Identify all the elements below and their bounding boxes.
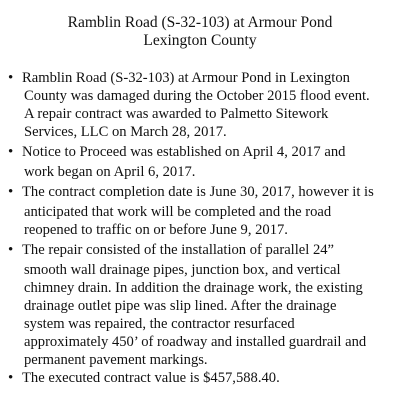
bullet-marker: • <box>8 242 14 258</box>
bullet-line: Services, LLC on March 28, 2017. <box>24 124 227 140</box>
bullet-line: work began on April 6, 2017. <box>24 164 196 180</box>
bullet-line: approximately 450’ of roadway and installed guardrail and <box>24 334 367 350</box>
bullet-line: anticipated that work will be completed and the road <box>24 204 332 220</box>
bullet-marker: • <box>8 184 14 200</box>
document-title: Ramblin Road (S-32-103) at Armour Pond <box>67 14 333 31</box>
bullet-marker: • <box>8 70 14 86</box>
bullet-marker: • <box>8 144 14 160</box>
bullet-line: reopened to traffic on or before June 9, 2017. <box>24 222 288 238</box>
document-subtitle: Lexington County <box>143 32 257 49</box>
bullet-line: chimney drain. In addition the drainage work, the existing <box>24 280 363 296</box>
bullet-line: smooth wall drainage pipes, junction box, and vertical <box>24 262 341 278</box>
bullet-line: The repair consisted of the installation of parallel 24” <box>22 242 335 258</box>
bullet-line: Ramblin Road (S-32-103) at Armour Pond in Lexington <box>22 70 350 86</box>
bullet-line: drainage outlet pipe was slip lined. After the drainage <box>24 298 337 314</box>
bullet-line: The executed contract value is $457,588.40. <box>22 370 280 386</box>
bullet-marker: • <box>8 370 14 386</box>
bullet-line: County was damaged during the October 2015 flood event. <box>24 88 370 104</box>
bullet-line: permanent pavement markings. <box>24 352 208 368</box>
bullet-line: The contract completion date is June 30, 2017, however it is <box>22 184 374 200</box>
bullet-line: Notice to Proceed was established on April 4, 2017 and <box>22 144 346 160</box>
bullet-line: A repair contract was awarded to Palmetto Sitework <box>24 106 329 122</box>
bullet-line: system was repaired, the contractor resurfaced <box>24 316 295 332</box>
